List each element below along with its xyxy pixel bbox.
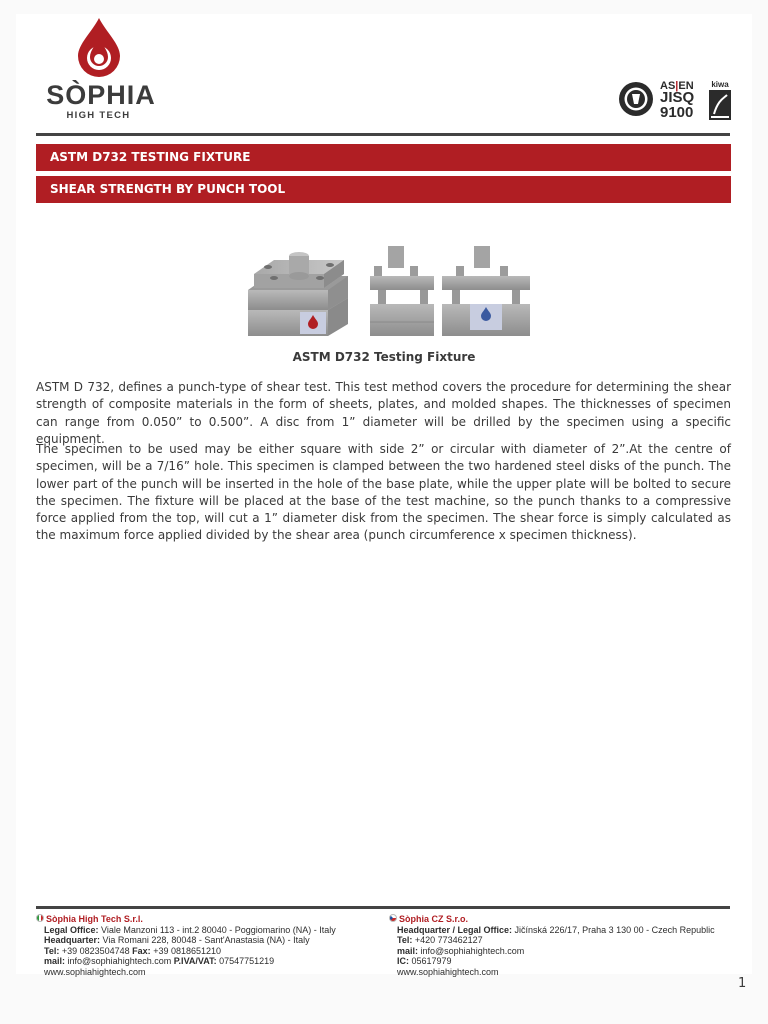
footer-italy (36, 914, 376, 978)
footer-italy-company: Sòphia High Tech S.r.l. (36, 914, 376, 925)
page-number: 1 (738, 976, 747, 991)
footer-italy-email-link[interactable]: info@sophiahightech.com (65, 956, 174, 967)
footer-czech-ic: IC: 05617979 (397, 956, 452, 967)
paragraph-specimen: The specimen to be used may be either square with side 2” or circular with diameter of 2”.At the centre of specimen, will be a 7/16” hole. This specimen is clamped between the two hardened steel disks of the punch. The lower part of the punch will be inserted in the hole of the base plate, while the upper plate will be bolted to secure the specimen. The fixture will be placed at the base of the test machine, so the punch thanks to a compressive force applied from the top, will cut a 1” diameter disk from the specimen. The shear force is simply calculated as the maximum force applied divided by the shear area (punch circumference x specimen thickness). (36, 442, 731, 543)
fixture-perspective (248, 252, 348, 336)
accredia-seal-icon (618, 80, 654, 118)
fixture-photo (244, 238, 534, 336)
kiwa-badge-icon (708, 90, 732, 120)
footer-czech-website-link[interactable]: www.sophiahightech.com (397, 966, 499, 977)
drop-logo-icon (76, 18, 122, 78)
footer-italy-hq: Headquarter: Via Romani 228, 80048 - Sant'Anastasia (NA) - Italy (44, 935, 310, 946)
footer-czech-phone: Tel: +420 773462127 (397, 935, 483, 946)
footer-italy-website-link[interactable]: www.sophiahightech.com (44, 966, 146, 977)
footer-italy-legal: Legal Office: Viale Manzoni 113 - int.2 80040 - Poggiomarino (NA) - Italy (44, 924, 336, 935)
kiwa-label: kiwa (711, 80, 729, 89)
logo-tagline: HIGH TECH (66, 110, 131, 121)
footer-czech (389, 914, 734, 978)
footer-czech-company: Sòphia CZ S.r.o. (389, 914, 734, 925)
title-banner: ASTM D732 TESTING FIXTURE (36, 144, 731, 171)
as-en-label: AS|EN (660, 80, 694, 92)
footer-italy-mail: mail: info@sophiahightech.com P.IVA/VAT: 07547751219 (44, 956, 275, 967)
sophia-logo (36, 18, 166, 128)
fixture-side-view (442, 246, 530, 336)
fixture-front-view (370, 246, 434, 336)
footer-italy-phone: Tel: +39 0823504748 Fax: +39 0818651210 (44, 945, 222, 956)
kiwa-mark (708, 80, 732, 120)
footer-rule (36, 906, 730, 909)
certification-marks (618, 78, 734, 124)
logo-wordmark: SÒPHIA (46, 80, 156, 110)
footer-czech-hq: Headquarter / Legal Office: Jičínská 226/17, Praha 3 130 00 - Czech Republic (397, 924, 715, 935)
subtitle-banner: SHEAR STRENGTH BY PUNCH TOOL (36, 176, 731, 203)
czech-flag-icon (389, 914, 397, 922)
italy-flag-icon (36, 914, 44, 922)
paragraph-intro: ASTM D 732, defines a punch-type of shear test. This test method covers the procedure for determining the shear strength of composite materials in the form of sheets, plates, and molded shapes. The thicknesses of specimen can range from 0.050” to 0.500”. A disc from 1” diameter will be drilled by the specimen using a specific equipment. (36, 380, 731, 446)
figure-caption: ASTM D732 Testing Fixture (292, 350, 476, 364)
jisq-number: 9100 (660, 104, 694, 121)
footer-czech-mail: mail: info@sophiahightech.com (397, 945, 525, 956)
jisq-label: JISQ (660, 89, 695, 106)
footer-czech-email-link[interactable]: info@sophiahightech.com (418, 945, 525, 956)
header-rule (36, 133, 730, 136)
